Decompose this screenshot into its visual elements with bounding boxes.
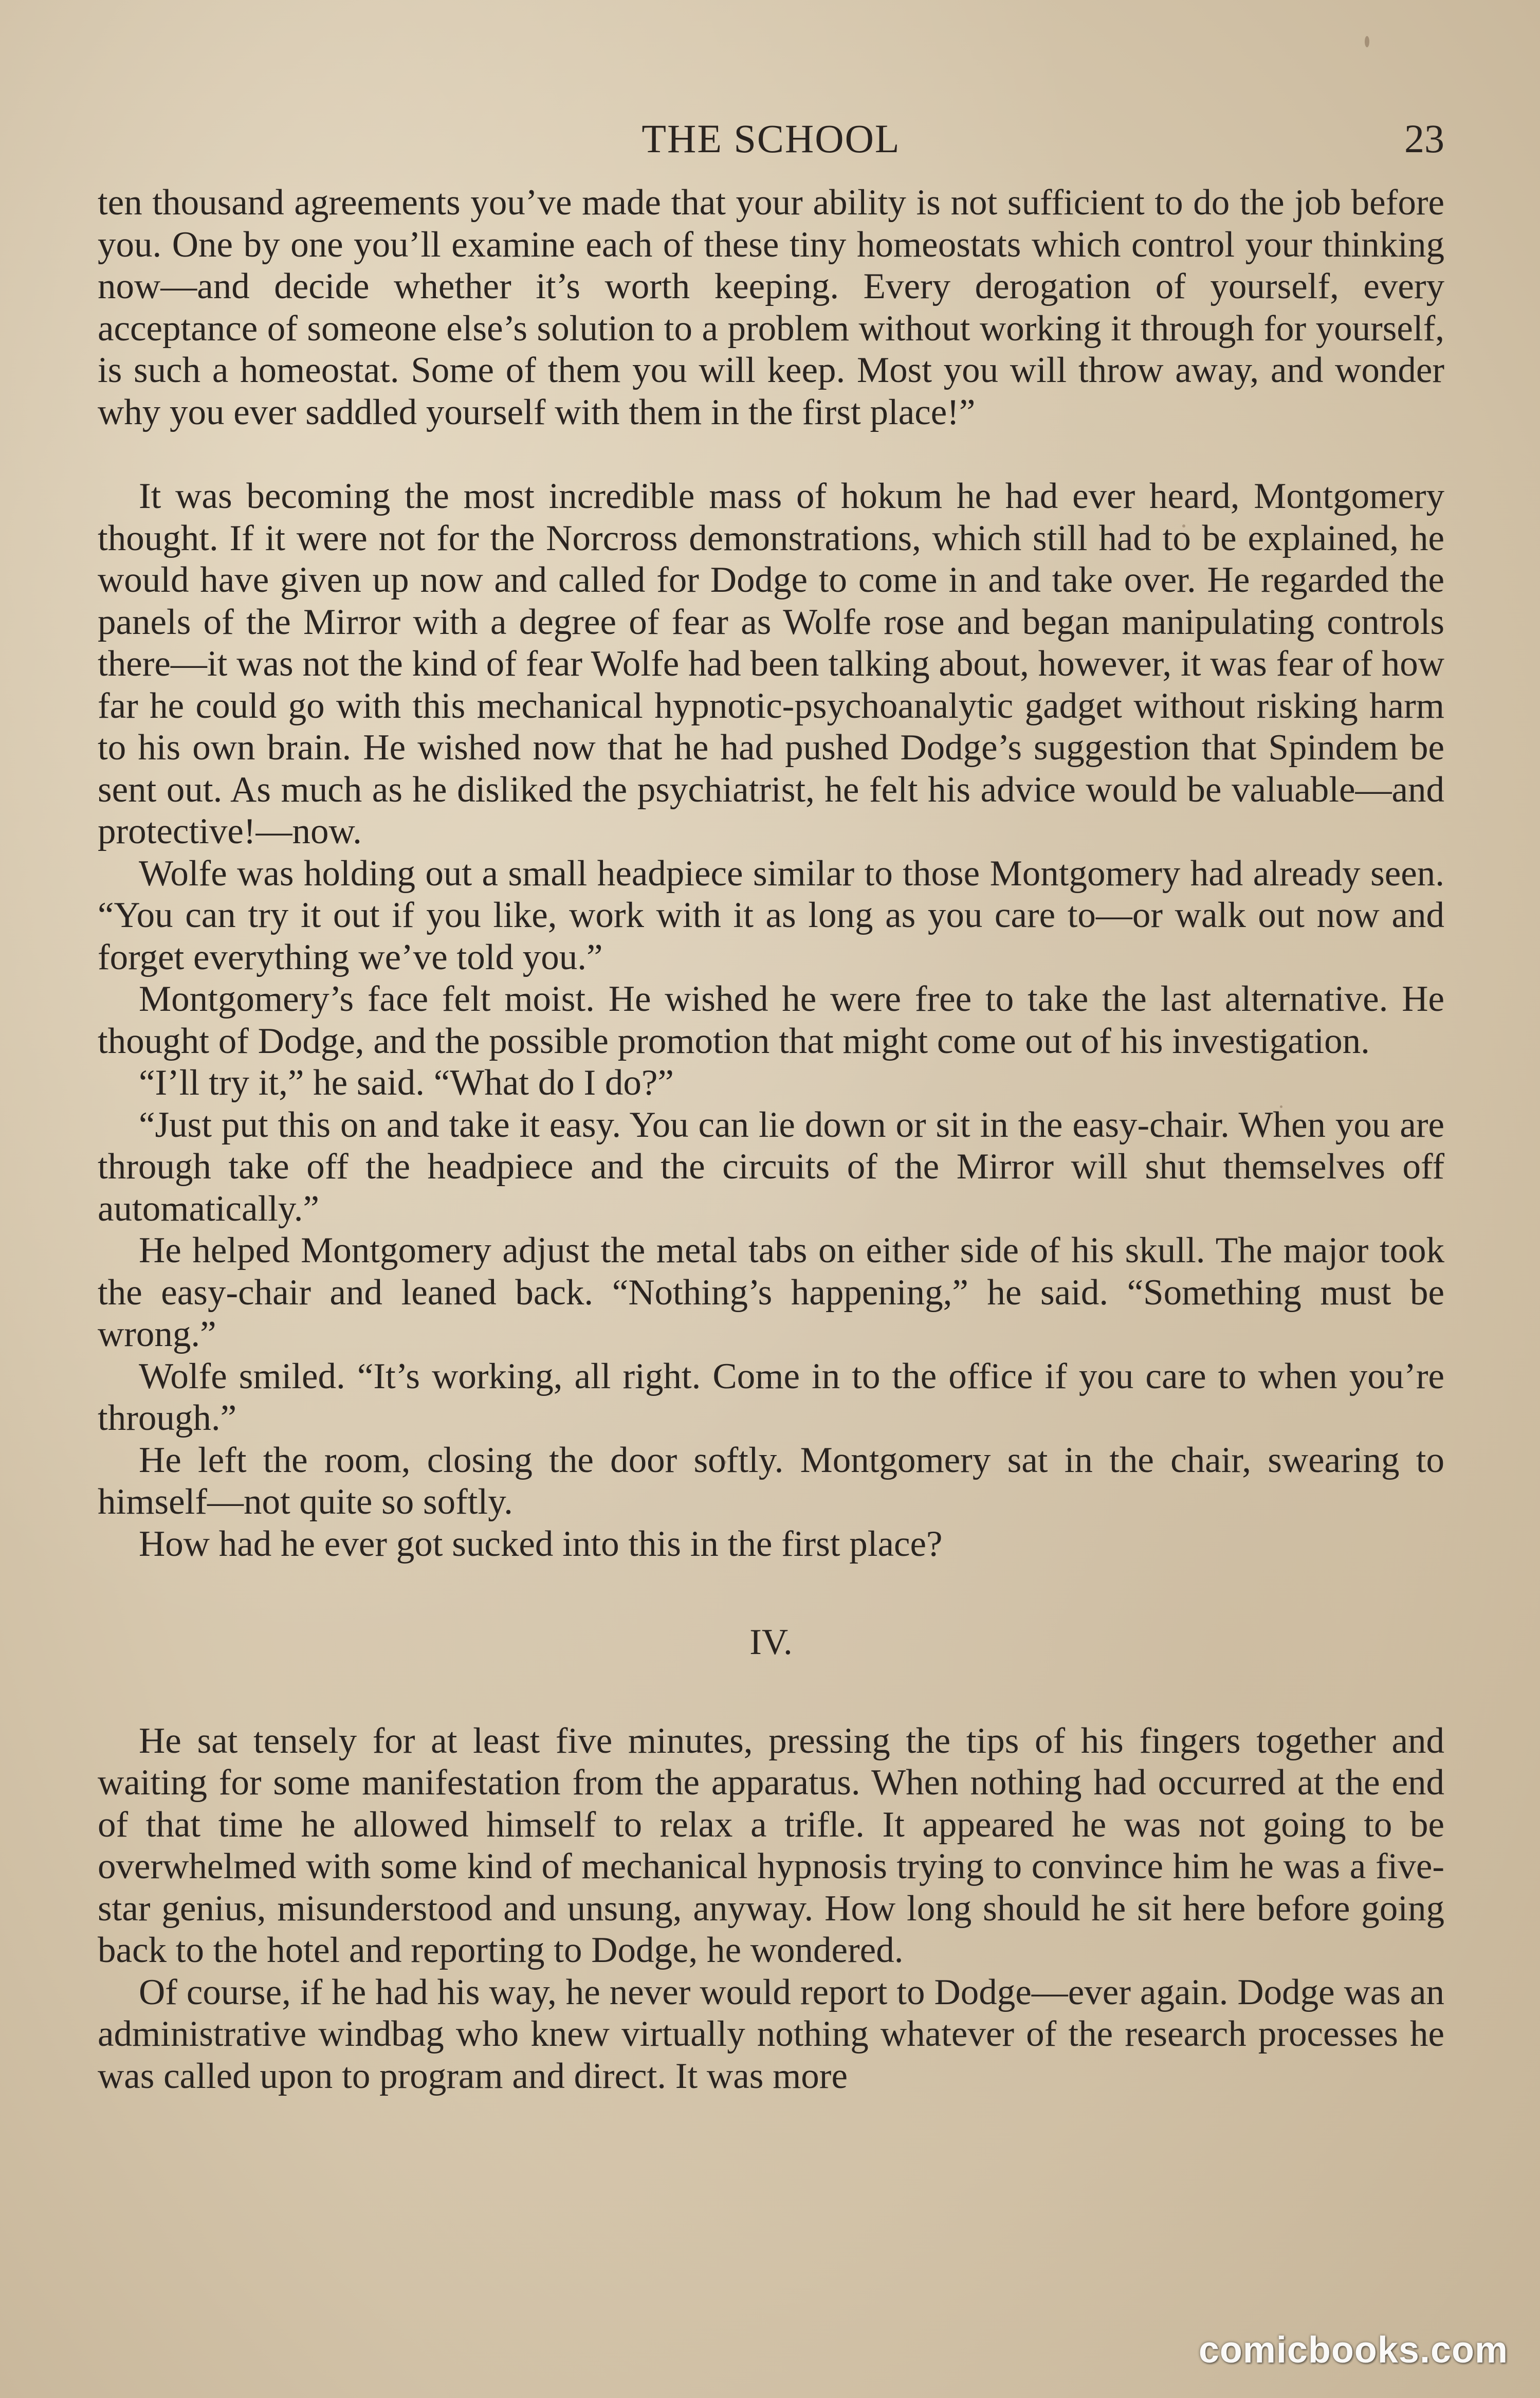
paragraph: It was becoming the most incredible mass of hokum he had ever heard, Montgomery thought. If it were not for the Norcross demonstrations, which still had to be explained, he would have given up now and called for Dodge to come in and take over. He regarded the panels of the Mirror with a degree of fear as Wolfe rose and began manipulating controls there—it was not the kind of fear Wolfe had been talking about, however, it was fear of how far he could go with this mechanical hypnotic-psychoanalytic gadget without risking harm to his own brain. He wished now that he had pushed Dodge’s suggestion that Spindem be sent out. As much as he disliked the psychiatrist, he felt his advice would be valuable—and protective!—now. [98,476,1444,851]
section-gap [98,1664,1444,1720]
paper-speck [1365,36,1369,47]
paragraph: He left the room, closing the door softly. Montgomery sat in the chair, swearing to himself—not quite so softly. [98,1440,1444,1522]
paragraph: Wolfe was holding out a small headpiece similar to those Montgomery had already seen. “You can try it out if you like, work with it as long as you care to—or walk out now and forget everything we’ve told you.” [98,853,1444,977]
paragraph: How had he ever got sucked into this in the first place? [139,1523,943,1564]
running-head: THE SCHOOL [641,116,901,161]
section-heading: IV. [749,1622,793,1662]
paragraph: He sat tensely for at least five minutes, pressing the tips of his fingers together and waiting for some manifestation from the apparatus. When nothing had occurred at the end of that time he allowed himself to relax a trifle. It appeared he was not going to be overwhelmed with some kind of mechanical hypnosis trying to convince him he was a five-star genius, misunderstood and unsung, anyway. How long should he sit here before going back to the hotel and reporting to Dodge, he wondered. [98,1720,1444,1970]
paragraph: He helped Montgomery adjust the metal tabs on either side of his skull. The major took the easy-chair and leaned back. “Nothing’s happening,” he said. “Something must be wrong.” [98,1230,1444,1354]
watermark: comicbooks.com [1198,2330,1508,2371]
body-text [98,182,1444,2097]
paragraph: Of course, if he had his way, he never would report to Dodge—ever again. Dodge was an administrative windbag who knew virtually nothing whatever of the research processes he was called upon to program and direct. It was more [98,1972,1444,2096]
page-number: 23 [1404,116,1444,161]
page-header [98,111,1444,167]
paragraph: ten thousand agreements you’ve made that your ability is not sufficient to do the job before you. One by one you’ll examine each of these tiny homeostats which control your thinking now—and decide whether it’s worth keeping. Every derogation of yourself, every acceptance of someone else’s solution to a problem without working it through for yourself, is such a homeostat. Some of them you will keep. Most you will throw away, and wonder why you ever saddled yourself with them in the first place!” [98,183,1444,432]
paragraph: Montgomery’s face felt moist. He wished he were free to take the last alternative. He thought of Dodge, and the possible promotion that might come out of his investigation. [98,979,1444,1061]
paragraph: Wolfe smiled. “It’s working, all right. Come in to the office if you care to when you’re through.” [98,1356,1444,1438]
paragraph: “Just put this on and take it easy. You can lie down or sit in the easy-chair. When you are through take off the headpiece and the circuits of the Mirror will shut themselves off automatically.” [98,1104,1444,1229]
section-gap [98,1565,1444,1622]
paragraph: “I’ll try it,” he said. “What do I do?” [139,1063,674,1103]
paragraph-gap [98,433,1444,476]
